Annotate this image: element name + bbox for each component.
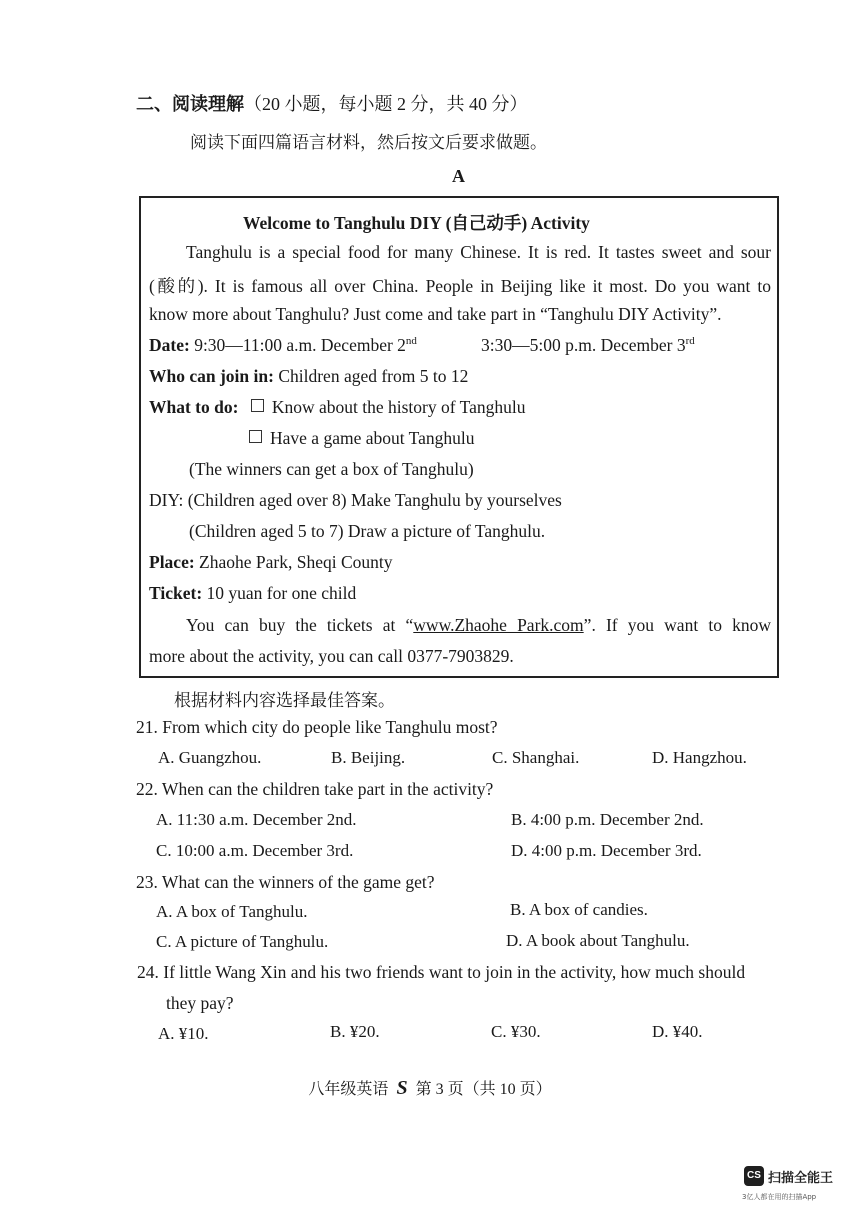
notice-intro-line-1: Tanghulu is a special food for many Chinese. It is red. It tastes sweet and sour bbox=[186, 242, 771, 262]
option: B. ¥20. bbox=[330, 1022, 380, 1041]
diy-label: DIY: bbox=[149, 490, 184, 510]
notice-intro-line-2: (酸的). It is famous all over China. People in Beijing like it most. Do you want to bbox=[149, 276, 771, 296]
notice-date-row bbox=[149, 335, 417, 356]
notice-title: Welcome to Tanghulu DIY (自己动手) Activity bbox=[243, 213, 590, 233]
scanner-logo-icon: CS bbox=[744, 1166, 764, 1186]
notice-place-row bbox=[149, 552, 393, 573]
option: A. A box of Tanghulu. bbox=[156, 902, 308, 921]
option: A. ¥10. bbox=[158, 1024, 209, 1043]
option: C. A picture of Tanghulu. bbox=[156, 932, 329, 951]
checkbox-icon bbox=[249, 430, 262, 443]
question-stem: 22. When can the children take part in the activity? bbox=[136, 779, 494, 799]
option: A. 11:30 a.m. December 2nd. bbox=[156, 810, 357, 829]
footer-grade: 八年级英语 bbox=[308, 1081, 389, 1098]
footer-version: S bbox=[396, 1077, 408, 1099]
option: C. ¥30. bbox=[491, 1022, 541, 1041]
question-stem: 23. What can the winners of the game get? bbox=[136, 872, 435, 892]
question-stem: 21. From which city do people like Tanghulu most? bbox=[136, 717, 498, 737]
option: B. Beijing. bbox=[331, 748, 406, 767]
option: D. ¥40. bbox=[652, 1022, 703, 1041]
diy-line-1: (Children aged over 8) Make Tanghulu by yourselves bbox=[187, 490, 562, 510]
ticket-value: 10 yuan for one child bbox=[206, 583, 357, 603]
notice-who-row bbox=[149, 366, 468, 387]
diy-line-2: (Children aged 5 to 7) Draw a picture of Tanghulu. bbox=[189, 521, 546, 541]
passage-letter: A bbox=[452, 166, 465, 186]
notice-diy-row bbox=[149, 490, 562, 511]
notice-buy-line-1: You can buy the tickets at “www.Zhaohe Park.com”. If you want to know bbox=[186, 615, 771, 635]
notice-intro-line-3: know more about Tanghulu? Just come and take part in “Tanghulu DIY Activity”. bbox=[149, 304, 722, 324]
what-label: What to do: bbox=[149, 397, 239, 417]
footer-page-number: 第 3 页（共 10 页） bbox=[415, 1081, 552, 1098]
question-stem: 24. If little Wang Xin and his two friends want to join in the activity, how much should bbox=[137, 962, 746, 982]
option: B. 4:00 p.m. December 2nd. bbox=[511, 810, 704, 829]
section-heading bbox=[136, 90, 528, 116]
date-label: Date: bbox=[149, 335, 190, 355]
option: D. A book about Tanghulu. bbox=[506, 931, 690, 950]
who-label: Who can join in: bbox=[149, 366, 274, 386]
ticket-label: Ticket: bbox=[149, 583, 203, 603]
question-stem-continued: they pay? bbox=[166, 993, 234, 1013]
choose-prompt: 根据材料内容选择最佳答案。 bbox=[174, 691, 395, 710]
section-instruction: 阅读下面四篇语言材料，然后按文后要求做题。 bbox=[190, 133, 547, 152]
section-scoring: （20 小题，每小题 2 分，共 40 分） bbox=[244, 94, 528, 114]
date-second: 3:30—5:00 p.m. December 3rd bbox=[481, 335, 695, 355]
option: D. Hangzhou. bbox=[652, 748, 747, 767]
notice-buy-line-2: more about the activity, you can call 0377-7903829. bbox=[149, 646, 514, 666]
option: C. Shanghai. bbox=[492, 748, 580, 767]
activity-notice-box bbox=[139, 196, 779, 678]
what-note: (The winners can get a box of Tanghulu) bbox=[189, 459, 474, 479]
ticket-website-link[interactable]: www.Zhaohe Park.com bbox=[413, 615, 584, 635]
option: D. 4:00 p.m. December 3rd. bbox=[511, 841, 702, 860]
place-label: Place: bbox=[149, 552, 195, 572]
what-item-2-row bbox=[249, 428, 475, 449]
option: A. Guangzhou. bbox=[158, 748, 262, 767]
checkbox-icon bbox=[251, 399, 264, 412]
date-first: 9:30—11:00 a.m. December 2nd bbox=[194, 335, 417, 355]
section-title: 二、阅读理解 bbox=[136, 94, 244, 114]
what-item-2: Have a game about Tanghulu bbox=[270, 428, 475, 448]
place-value: Zhaohe Park, Sheqi County bbox=[199, 552, 393, 572]
page-footer bbox=[0, 1076, 860, 1100]
option: C. 10:00 a.m. December 3rd. bbox=[156, 841, 354, 860]
scanner-app-name: 扫描全能王 bbox=[768, 1171, 834, 1186]
notice-what-row bbox=[149, 397, 525, 418]
what-item-1: Know about the history of Tanghulu bbox=[271, 397, 526, 417]
option: B. A box of candies. bbox=[510, 900, 648, 919]
notice-ticket-row bbox=[149, 583, 356, 604]
scanner-tagline: 3亿人都在用的扫描App bbox=[742, 1193, 817, 1201]
who-value: Children aged from 5 to 12 bbox=[278, 366, 469, 386]
